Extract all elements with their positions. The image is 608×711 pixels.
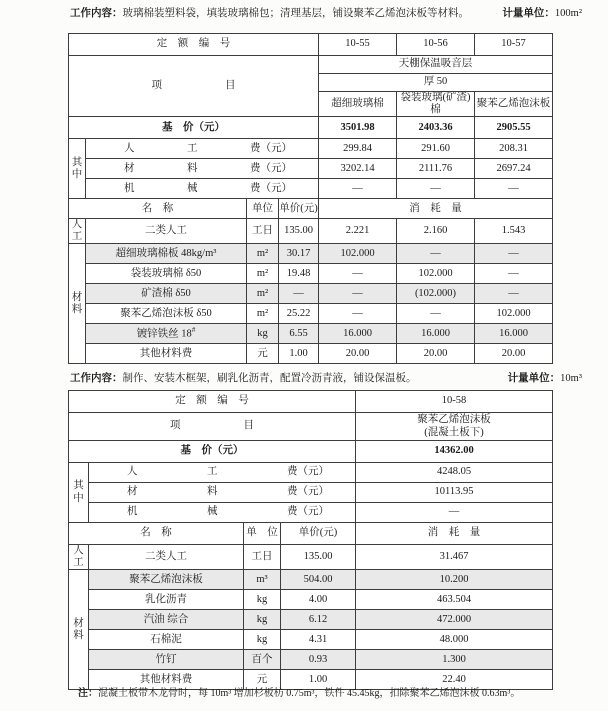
material-row	[69, 284, 553, 304]
material-qty: 463.504	[356, 590, 553, 610]
labor-name: 二类人工	[86, 219, 247, 244]
base-price-value-1: 3501.98	[319, 117, 397, 139]
labor-side-char-2: 工	[71, 231, 83, 243]
material-row	[69, 570, 553, 590]
labor-price: 135.00	[279, 219, 319, 244]
material-unit: m²	[247, 264, 279, 284]
material-price: 1.00	[279, 344, 319, 364]
material-unit: kg	[244, 610, 281, 630]
work-content-value-2: 制作、安装木框架，刷乳化沥青，配置冷沥青液，铺设保温板。	[122, 373, 417, 384]
material-fee-suffix: 费（元）	[250, 162, 292, 174]
labor-fee-char-2: 工	[207, 466, 218, 478]
item-row	[69, 413, 553, 441]
material-unit: m²	[247, 284, 279, 304]
material-unit: kg	[244, 630, 281, 650]
labor-row	[69, 545, 553, 570]
machine-fee-char-1: 机	[124, 182, 135, 194]
labor-price: 135.00	[281, 545, 356, 570]
material-name: 超细玻璃棉板 48kg/m³	[86, 244, 247, 264]
item-name-line-1: 聚苯乙烯泡沫板	[417, 414, 491, 426]
quota-code-10-56: 10-56	[397, 34, 475, 56]
material-name: 聚苯乙烯泡沫板 δ50	[86, 304, 247, 324]
material-qty-1: —	[319, 264, 397, 284]
quota-code-10-58: 10-58	[356, 391, 553, 413]
labor-fee-value: 4248.05	[356, 463, 553, 483]
base-price-value-2: 2403.36	[397, 117, 475, 139]
material-name: 袋装玻璃棉 δ50	[86, 264, 247, 284]
labor-fee-value-3: 208.31	[475, 139, 553, 159]
labor-fee-value-2: 291.60	[397, 139, 475, 159]
material-name: 聚苯乙烯泡沫板	[89, 570, 244, 590]
material-name: 其他材料费	[89, 670, 244, 690]
quota-code-label: 定 额 编 号	[69, 391, 356, 413]
labor-qty-1: 2.221	[319, 219, 397, 244]
labor-qty-2: 2.160	[397, 219, 475, 244]
material-name: 汽油 综合	[89, 610, 244, 630]
labor-fee-label	[86, 139, 319, 159]
material-fee-value-1: 3202.14	[319, 159, 397, 179]
quota-code-row	[69, 34, 553, 56]
machine-fee-char-2: 械	[207, 506, 218, 518]
item-group-row	[69, 56, 553, 74]
consumption-header: 消 耗 量	[319, 199, 553, 219]
footnote-label: 注：	[78, 688, 98, 699]
price-header: 单价(元)	[279, 199, 319, 219]
material-qty-2: 20.00	[397, 344, 475, 364]
material-side-label	[69, 244, 86, 364]
material-row	[69, 304, 553, 324]
labor-fee-row	[69, 463, 553, 483]
item-label: 项 目	[69, 56, 319, 117]
labor-row	[69, 219, 553, 244]
machine-fee-value-2: —	[397, 179, 475, 199]
machine-fee-char-1: 机	[127, 506, 138, 518]
item-subheader-1: 超细玻璃棉	[319, 92, 397, 117]
item-group-header: 天棚保温吸音层	[319, 56, 553, 74]
material-fee-char-2: 料	[187, 162, 198, 174]
consumption-header-row	[69, 199, 553, 219]
material-qty-3: 16.000	[475, 324, 553, 344]
material-row	[69, 344, 553, 364]
consumption-header: 消 耗 量	[356, 523, 553, 545]
labor-side-label	[69, 545, 89, 570]
base-price-row	[69, 117, 553, 139]
work-content-value-1: 玻璃棉装塑料袋，填装玻璃棉包；清理基层，铺设聚苯乙烯泡沫板等材料。	[122, 8, 469, 19]
item-thickness: 厚 50	[319, 74, 553, 92]
base-price-label: 基 价（元）	[69, 441, 356, 463]
material-price: 25.22	[279, 304, 319, 324]
material-unit: 元	[244, 670, 281, 690]
work-content-line-1	[70, 5, 582, 20]
machine-fee-row	[69, 503, 553, 523]
machine-fee-value: —	[356, 503, 553, 523]
quota-code-label: 定 额 编 号	[69, 34, 319, 56]
labor-unit: 工日	[247, 219, 279, 244]
among-which-label	[69, 463, 89, 523]
material-qty: 1.300	[356, 650, 553, 670]
material-unit: 百个	[244, 650, 281, 670]
material-fee-label	[89, 483, 356, 503]
labor-side-char-1: 人	[73, 545, 84, 556]
material-name: 乳化沥青	[89, 590, 244, 610]
machine-fee-suffix: 费（元）	[287, 506, 329, 518]
machine-fee-label	[86, 179, 319, 199]
material-qty-2: —	[397, 244, 475, 264]
material-qty-2: (102.000)	[397, 284, 475, 304]
material-price: 0.93	[281, 650, 356, 670]
material-price: 4.00	[281, 590, 356, 610]
material-side-label	[69, 570, 89, 690]
material-unit: kg	[247, 324, 279, 344]
labor-qty-3: 1.543	[475, 219, 553, 244]
labor-fee-char-1: 人	[127, 466, 138, 478]
labor-unit: 工日	[244, 545, 281, 570]
material-name: 镀锌铁丝 18#	[86, 324, 247, 344]
among-bottom-char: 中	[73, 492, 84, 504]
material-price: 504.00	[281, 570, 356, 590]
material-name: 竹钉	[89, 650, 244, 670]
among-top-char: 其	[73, 480, 84, 492]
material-qty: 472.000	[356, 610, 553, 630]
material-row	[69, 324, 553, 344]
item-label: 项 目	[69, 413, 356, 441]
material-name: 矿渣棉 δ50	[86, 284, 247, 304]
labor-qty: 31.467	[356, 545, 553, 570]
work-content-text-1	[70, 5, 469, 20]
labor-fee-value-1: 299.84	[319, 139, 397, 159]
material-qty-3: —	[475, 264, 553, 284]
material-name: 其他材料费	[86, 344, 247, 364]
name-header: 名 称	[69, 199, 247, 219]
material-qty-3: 20.00	[475, 344, 553, 364]
material-price: —	[279, 284, 319, 304]
material-fee-row	[69, 159, 553, 179]
material-price: 1.00	[281, 670, 356, 690]
item-subheader-3: 聚苯乙烯泡沫板	[475, 92, 553, 117]
material-qty-1: —	[319, 284, 397, 304]
measure-unit-2	[508, 370, 582, 385]
material-row	[69, 610, 553, 630]
material-name: 石棉泥	[89, 630, 244, 650]
machine-fee-suffix: 费（元）	[250, 182, 292, 194]
machine-fee-value-1: —	[319, 179, 397, 199]
material-row	[69, 630, 553, 650]
base-price-row	[69, 441, 553, 463]
material-row	[69, 650, 553, 670]
material-side-char-1: 材	[73, 617, 84, 629]
machine-fee-value-3: —	[475, 179, 553, 199]
work-content-label-2: 工作内容：	[70, 372, 123, 384]
base-price-value-3: 2905.55	[475, 117, 553, 139]
quota-code-row	[69, 391, 553, 413]
material-unit: 元	[247, 344, 279, 364]
among-which-label	[69, 139, 86, 199]
footnote-text: 混凝土板带木龙骨时，每 10m³ 增加杉板枋 0.75m³，铁件 45.45kg，扣除聚苯乙烯泡沫板 0.63m³。	[98, 688, 521, 699]
material-qty: 48.000	[356, 630, 553, 650]
gauge-superscript: #	[191, 326, 196, 335]
material-side-char-1: 材	[71, 291, 83, 303]
labor-side-char-2: 工	[73, 557, 84, 569]
material-qty-1: 20.00	[319, 344, 397, 364]
price-header: 单价(元)	[281, 523, 356, 545]
labor-name: 二类人工	[89, 545, 244, 570]
material-qty-3: —	[475, 244, 553, 264]
material-qty-2: 102.000	[397, 264, 475, 284]
measure-unit-value-1: 100m²	[554, 8, 582, 19]
material-qty-2: 16.000	[397, 324, 475, 344]
material-qty-3: 102.000	[475, 304, 553, 324]
material-qty-2: —	[397, 304, 475, 324]
item-name	[356, 413, 553, 441]
material-row	[69, 244, 553, 264]
footnote	[78, 688, 554, 701]
among-bottom-char: 中	[71, 168, 83, 180]
quota-code-10-57: 10-57	[475, 34, 553, 56]
base-price-value: 14362.00	[356, 441, 553, 463]
material-fee-row	[69, 483, 553, 503]
work-content-label-1: 工作内容：	[70, 7, 123, 19]
unit-header: 单 位	[244, 523, 281, 545]
material-price: 6.55	[279, 324, 319, 344]
material-fee-label	[86, 159, 319, 179]
measure-unit-1	[502, 5, 582, 20]
labor-fee-row	[69, 139, 553, 159]
labor-fee-char-2: 工	[187, 142, 198, 154]
material-unit: m²	[247, 304, 279, 324]
material-price: 19.48	[279, 264, 319, 284]
machine-fee-row	[69, 179, 553, 199]
material-fee-value-3: 2697.24	[475, 159, 553, 179]
measure-unit-label-2: 计量单位：	[507, 372, 561, 384]
material-unit: m³	[244, 570, 281, 590]
material-fee-suffix: 费（元）	[287, 486, 329, 498]
labor-fee-label	[89, 463, 356, 483]
material-qty-3: —	[475, 284, 553, 304]
work-content-line-2	[70, 370, 582, 385]
material-qty: 22.40	[356, 670, 553, 690]
material-qty-1: 102.000	[319, 244, 397, 264]
item-name-line-2: (混凝土板下)	[424, 426, 484, 438]
unit-header: 单位	[247, 199, 279, 219]
material-row	[69, 670, 553, 690]
measure-unit-label-1: 计量单位：	[502, 7, 555, 19]
labor-side-label	[69, 219, 86, 244]
consumption-header-row	[69, 523, 553, 545]
material-fee-char-1: 材	[124, 162, 135, 174]
material-qty-1: 16.000	[319, 324, 397, 344]
among-top-char: 其	[71, 156, 83, 168]
material-fee-value: 10113.95	[356, 483, 553, 503]
material-fee-char-2: 料	[207, 486, 218, 498]
material-qty-1: —	[319, 304, 397, 324]
material-row	[69, 264, 553, 284]
material-side-char-2: 料	[71, 303, 83, 315]
quota-table-1	[68, 33, 553, 364]
labor-fee-suffix: 费（元）	[250, 142, 292, 154]
material-unit: m²	[247, 244, 279, 264]
material-qty: 10.200	[356, 570, 553, 590]
machine-fee-char-2: 械	[187, 182, 198, 194]
labor-side-char-1: 人	[71, 219, 83, 231]
material-price: 30.17	[279, 244, 319, 264]
quota-code-10-55: 10-55	[319, 34, 397, 56]
item-subheader-2: 袋装玻璃(矿渣)棉	[397, 92, 475, 117]
material-fee-value-2: 2111.76	[397, 159, 475, 179]
work-content-text-2	[70, 370, 417, 385]
machine-fee-label	[89, 503, 356, 523]
name-header: 名 称	[69, 523, 244, 545]
material-side-char-2: 料	[73, 629, 84, 641]
material-fee-char-1: 材	[127, 486, 138, 498]
material-price: 4.31	[281, 630, 356, 650]
material-row	[69, 590, 553, 610]
measure-unit-value-2: 10m³	[560, 373, 582, 384]
base-price-label: 基 价（元）	[69, 117, 319, 139]
labor-fee-suffix: 费（元）	[287, 466, 329, 478]
material-price: 6.12	[281, 610, 356, 630]
quota-table-2	[68, 390, 553, 690]
labor-fee-char-1: 人	[124, 142, 135, 154]
material-unit: kg	[244, 590, 281, 610]
